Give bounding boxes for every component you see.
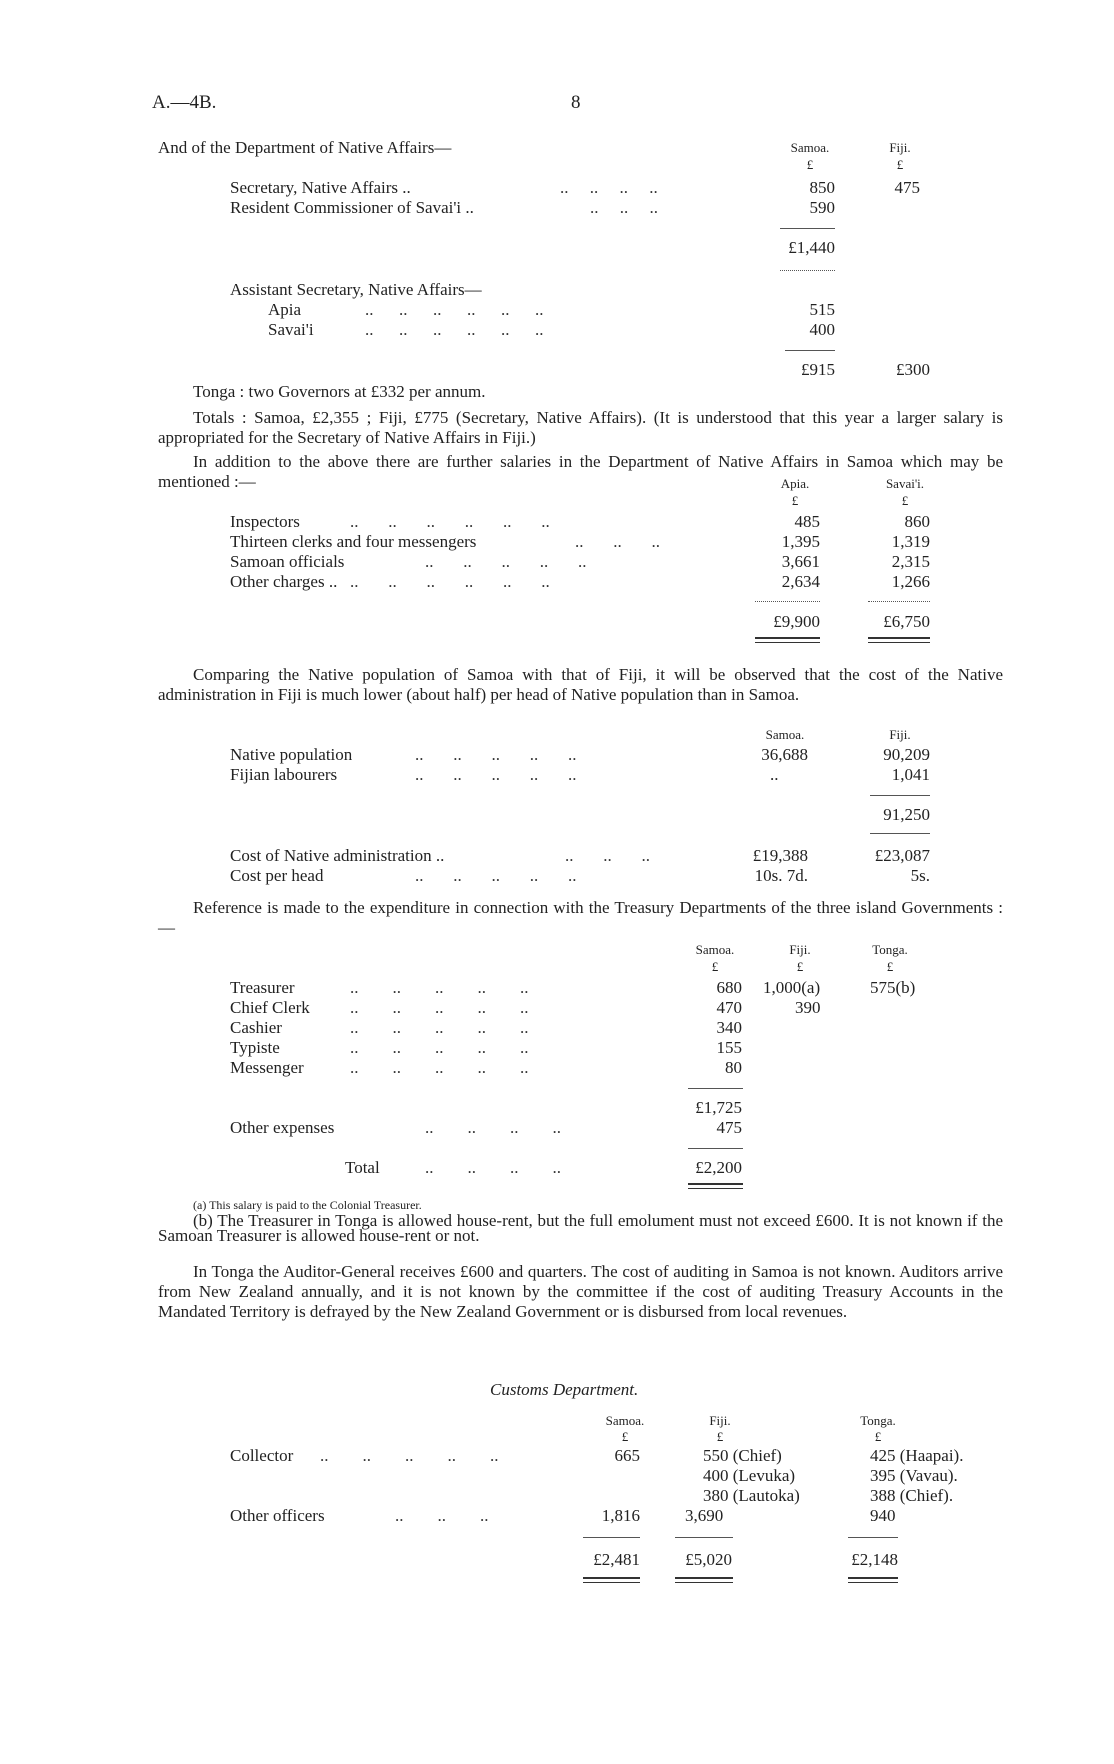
row-label: Other officers: [230, 1506, 325, 1525]
unit-label: £: [874, 1429, 882, 1444]
unit-label: £: [621, 1429, 629, 1444]
value-tonga: 940: [870, 1506, 896, 1525]
value-fiji: 3,690: [685, 1506, 724, 1525]
total-samoa: £915: [801, 360, 835, 379]
row-label: Treasurer: [230, 978, 295, 997]
value-fiji: 380 (Lautoka): [703, 1486, 800, 1505]
value-samoa: £19,388: [752, 846, 808, 865]
row-label: Apia: [268, 300, 302, 319]
value-apia: 3,661: [781, 552, 820, 571]
document-reference: A.—4B.: [152, 92, 217, 113]
col-header-savaii: Savai'i.: [885, 476, 925, 491]
col-header-fiji: Fiji.: [889, 140, 911, 155]
value-savaii: 1,319: [891, 532, 930, 551]
value-fiji: 475: [894, 178, 920, 197]
row-label: Fijian labourers: [230, 765, 338, 784]
total-apia: £9,900: [773, 612, 820, 631]
value-samoa: ..: [770, 765, 779, 784]
value-tonga: 425 (Haapai).: [870, 1446, 964, 1465]
value-apia: 1,395: [781, 532, 820, 551]
col-header-fiji: Fiji.: [889, 727, 911, 742]
tonga-governors-line: Tonga : two Governors at £332 per annum.: [193, 382, 486, 401]
unit-label: £: [796, 959, 804, 974]
total-samoa: £2,200: [695, 1158, 742, 1177]
row-label: Resident Commissioner of Savai'i ..: [230, 198, 474, 217]
row-label: Thirteen clerks and four messengers: [230, 532, 477, 551]
row-label: Cashier: [230, 1018, 282, 1037]
value-tonga: 395 (Vavau).: [870, 1466, 958, 1485]
footnote-b: (b) The Treasurer in Tonga is allowed house-rent, but the full emolument must not exceed £600. It is not known if the Samoan Treasurer is allowed house-rent or not.: [158, 1211, 1003, 1245]
value-samoa: 36,688: [761, 745, 808, 764]
subtotal-samoa: £1,440: [788, 238, 835, 257]
unit-label: £: [901, 493, 909, 508]
customs-heading: Customs Department.: [490, 1380, 639, 1399]
row-label: Cost of Native administration ..: [230, 846, 445, 865]
row-label: Typiste: [230, 1038, 280, 1057]
value-samoa: 475: [716, 1118, 742, 1137]
row-label: Collector: [230, 1446, 294, 1465]
value-samoa: 1,816: [601, 1506, 640, 1525]
unit-label: £: [791, 493, 799, 508]
sum-fiji: 91,250: [883, 805, 930, 824]
total-samoa: £2,481: [593, 1550, 640, 1569]
page-number: 8: [571, 92, 581, 113]
value-samoa: 665: [614, 1446, 640, 1465]
row-label: Chief Clerk: [230, 998, 310, 1017]
value-samoa: 400: [809, 320, 835, 339]
value-fiji: 550 (Chief): [703, 1446, 782, 1465]
col-header-samoa: Samoa.: [765, 727, 805, 742]
value-fiji: 1,041: [891, 765, 930, 784]
value-samoa: 515: [809, 300, 835, 319]
value-fiji: 90,209: [883, 745, 930, 764]
col-header-samoa: Samoa.: [695, 942, 735, 957]
col-header-fiji: Fiji.: [709, 1413, 731, 1428]
total-tonga: £2,148: [851, 1550, 898, 1569]
subtotal-samoa: £1,725: [695, 1098, 742, 1117]
value-samoa: 155: [716, 1038, 742, 1057]
value-samoa: 470: [716, 998, 742, 1017]
auditor-paragraph: In Tonga the Auditor-General receives £600 and quarters. The cost of auditing in Samoa is not known. Auditors arrive from New Zealand annually, and it is not known by the committee if the cost of auditing Treasury Accounts in the Mandated Territory is defrayed by the New Zealand Government or is disbursed from local revenues.: [158, 1262, 1003, 1321]
row-label: Savai'i: [268, 320, 314, 339]
value-fiji: £23,087: [874, 846, 930, 865]
value-samoa: 590: [809, 198, 835, 217]
value-savaii: 1,266: [891, 572, 930, 591]
row-label: Other charges ..: [230, 572, 338, 591]
value-samoa: 80: [725, 1058, 742, 1077]
col-header-apia: Apia.: [780, 476, 810, 491]
unit-label: £: [896, 157, 904, 172]
value-fiji: 5s.: [910, 866, 930, 885]
total-savaii: £6,750: [883, 612, 930, 631]
row-label: Messenger: [230, 1058, 304, 1077]
value-fiji: 1,000(a): [763, 978, 821, 997]
value-savaii: 860: [904, 512, 930, 531]
value-samoa: 10s. 7d.: [754, 866, 808, 885]
value-tonga: 575(b): [870, 978, 916, 997]
row-label: Other expenses: [230, 1118, 335, 1137]
col-header-tonga: Tonga.: [872, 942, 908, 957]
comparison-paragraph: Comparing the Native population of Samoa with that of Fiji, it will be observed that the cost of the Native administration in Fiji is much lower (about half) per head of Native population than in Samoa.: [158, 665, 1003, 704]
row-label: Native population: [230, 745, 353, 764]
unit-label: £: [886, 959, 894, 974]
col-header-samoa: Samoa.: [605, 1413, 645, 1428]
unit-label: £: [716, 1429, 724, 1444]
further-salaries-paragraph: In addition to the above there are further salaries in the Department of Native Affairs in Samoa which may be mentioned :—: [158, 452, 1003, 491]
value-fiji: 400 (Levuka): [703, 1466, 796, 1485]
value-tonga: 388 (Chief).: [870, 1486, 954, 1505]
value-apia: 2,634: [781, 572, 820, 591]
value-samoa: 680: [716, 978, 742, 997]
row-label: Secretary, Native Affairs ..: [230, 178, 411, 197]
unit-label: £: [711, 959, 719, 974]
col-header-samoa: Samoa.: [790, 140, 830, 155]
row-label: Inspectors: [230, 512, 300, 531]
value-savaii: 2,315: [891, 552, 930, 571]
native-affairs-intro: And of the Department of Native Affairs—: [158, 138, 452, 157]
unit-label: £: [806, 157, 814, 172]
row-label: Cost per head: [230, 866, 324, 885]
value-fiji: 390: [795, 998, 821, 1017]
value-samoa: 850: [809, 178, 835, 197]
footnote-a: (a) This salary is paid to the Colonial Treasurer.: [193, 1198, 422, 1212]
total-label: Total: [345, 1158, 380, 1177]
col-header-fiji: Fiji.: [789, 942, 811, 957]
row-label: Samoan officials: [230, 552, 345, 571]
value-apia: 485: [794, 512, 820, 531]
value-samoa: 340: [716, 1018, 742, 1037]
total-fiji: £5,020: [685, 1550, 732, 1569]
col-header-tonga: Tonga.: [860, 1413, 896, 1428]
assistant-secretary-heading: Assistant Secretary, Native Affairs—: [230, 280, 482, 299]
treasury-paragraph: Reference is made to the expenditure in connection with the Treasury Departments of the three island Governments :—: [158, 898, 1003, 937]
totals-paragraph: Totals : Samoa, £2,355 ; Fiji, £775 (Secretary, Native Affairs). (It is understood that this year a larger salary is appropriated for the Secretary of Native Affairs in Fiji.): [158, 408, 1003, 447]
total-fiji: £300: [896, 360, 930, 379]
